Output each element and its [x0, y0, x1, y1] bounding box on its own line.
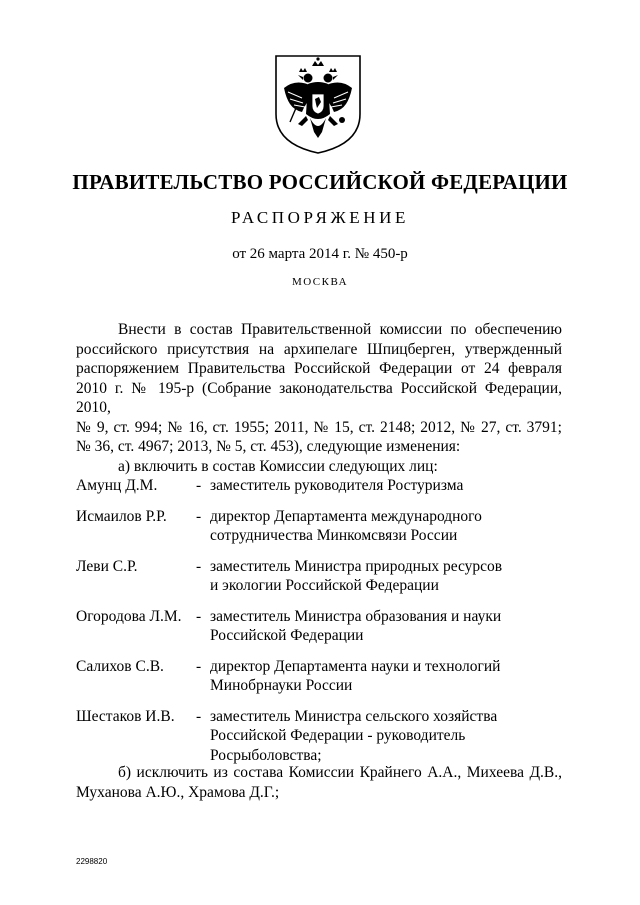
- position-line: заместитель руководителя Ростуризма: [210, 477, 464, 494]
- member-dash: -: [196, 557, 202, 575]
- position-line: сотрудничества Минкомсвязи России: [210, 527, 458, 544]
- member-position: [210, 657, 562, 696]
- member-position: [210, 507, 562, 546]
- member-name: Салихов С.В.: [76, 657, 164, 675]
- member-name: Шестаков И.В.: [76, 707, 175, 725]
- member-dash: -: [196, 657, 202, 675]
- intro-line: № 36, ст. 4967; 2013, № 5, ст. 453), следующие изменения:: [76, 438, 461, 455]
- intro-line: 2010 г. № 195-р (Собрание законодательства Российской Федерации, 2010,: [76, 379, 562, 416]
- member-entry: [76, 557, 562, 596]
- member-entry: [76, 657, 562, 696]
- member-position: [210, 476, 562, 496]
- clause-b-line: Муханова А.Ю., Храмова Д.Г.;: [76, 783, 280, 801]
- clause-b: [76, 763, 562, 802]
- position-line: Российской Федерации - руководитель: [210, 727, 466, 744]
- position-line: заместитель Министра образования и науки: [210, 607, 502, 625]
- date-number: от 26 марта 2014 г. № 450-р: [232, 246, 408, 262]
- member-name: Огородова Л.М.: [76, 607, 182, 625]
- document-type: РАСПОРЯЖЕНИЕ: [230, 208, 410, 227]
- clause-b-line: б) исключить из состава Комиссии Крайнего А.А., Михеева Д.В.,: [118, 764, 562, 781]
- city: МОСКВА: [291, 276, 349, 288]
- member-name: Исмаилов Р.Р.: [76, 507, 167, 525]
- member-name: Амунц Д.М.: [76, 477, 158, 494]
- intro-line: Внести в состав Правительственной комиссии по обеспечению: [118, 321, 562, 338]
- member-entry: [76, 507, 562, 546]
- document-code: 2298820: [76, 857, 108, 866]
- member-position: [210, 607, 562, 646]
- position-line: Российской Федерации: [210, 627, 364, 644]
- clause-a: а) включить в состав Комиссии следующих лиц:: [118, 457, 438, 475]
- member-dash: -: [196, 607, 202, 625]
- member-dash: -: [196, 477, 202, 494]
- organization-title: ПРАВИТЕЛЬСТВО РОССИЙСКОЙ ФЕДЕРАЦИИ: [72, 170, 568, 194]
- member-entry: [76, 707, 562, 766]
- position-line: и экологии Российской Федерации: [210, 577, 439, 594]
- member-position: [210, 707, 562, 766]
- position-line: заместитель Министра природных ресурсов: [210, 557, 503, 575]
- members-list: [76, 476, 562, 776]
- position-line: директор Департамента международного: [210, 507, 482, 525]
- intro-paragraph: [76, 320, 562, 476]
- member-entry: [76, 607, 562, 646]
- member-entry: [76, 476, 562, 496]
- intro-line: российского присутствия на архипелаге Шпицберген, утвержденный: [76, 340, 562, 358]
- intro-line: № 9, ст. 994; № 16, ст. 1955; 2011, № 15, ст. 2148; 2012, № 27, ст. 3791;: [76, 418, 562, 436]
- member-dash: -: [196, 707, 202, 725]
- position-line: заместитель Министра сельского хозяйства: [210, 707, 498, 725]
- position-line: Минобрнауки России: [210, 677, 353, 694]
- intro-line: распоряжением Правительства Российской Федерации от 24 февраля: [76, 360, 562, 377]
- state-emblem: [272, 52, 364, 156]
- member-position: [210, 557, 562, 596]
- position-line: Росрыболовства;: [210, 746, 322, 764]
- position-line: директор Департамента науки и технологий: [210, 657, 501, 675]
- member-dash: -: [196, 507, 202, 525]
- member-name: Леви С.Р.: [76, 557, 138, 575]
